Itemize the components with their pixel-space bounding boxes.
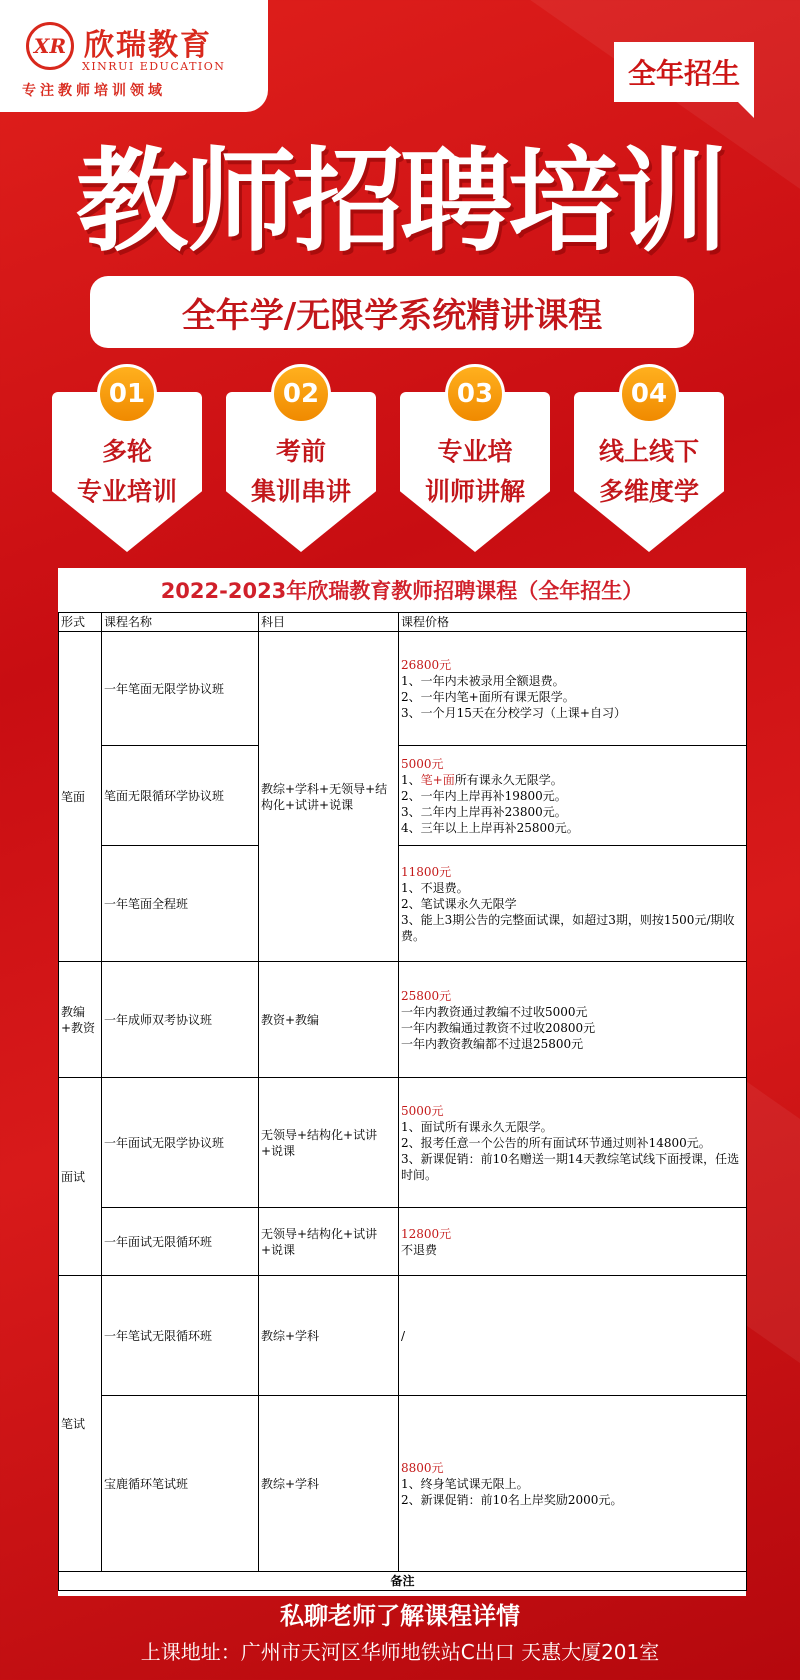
price-detail: 不退费: [401, 1242, 438, 1257]
table-row: [59, 846, 747, 962]
cell-course-name: 一年笔试无限循环班: [102, 1276, 259, 1396]
cell-course-name: 一年面试无限学协议班: [102, 1078, 259, 1208]
cell-course-name: 一年成师双考协议班: [102, 962, 259, 1078]
feature-text: [52, 432, 202, 512]
price-detail: 3、能上3期公告的完整面试课，如超过3期，则按1500元/期收费。: [401, 912, 735, 943]
cell-price: [399, 1078, 747, 1208]
cell-price: [399, 1208, 747, 1276]
price-detail: 1、笔+面所有课永久无限学。: [401, 772, 563, 787]
footer-cta: 私聊老师了解课程详情: [280, 1602, 520, 1630]
feature-number: 04: [619, 364, 679, 424]
cell-price: [399, 1396, 747, 1572]
feature-line1: 多轮: [101, 437, 152, 466]
price-detail: 4、三年以上上岸再补25800元。: [401, 820, 579, 835]
price-value: 12800元: [401, 1226, 452, 1241]
price-detail: 2、笔试课永久无限学: [401, 896, 517, 911]
table-header-row: [59, 613, 747, 632]
logo-mark-icon: XR: [26, 22, 74, 70]
price-value: 11800元: [401, 864, 452, 879]
feature-line2: 多维度学: [598, 477, 699, 506]
cell-form: 笔试: [59, 1276, 102, 1572]
feature-text: [226, 432, 376, 512]
price-detail: 3、新课促销：前10名赠送一期14天教综笔试线下面授课，任选时间。: [401, 1151, 740, 1182]
cell-subject: 无领导+结构化+试讲+说课: [259, 1208, 399, 1276]
price-value: 8800元: [401, 1460, 444, 1475]
cell-course-name: 笔面无限循环学协议班: [102, 746, 259, 846]
price-detail: /: [401, 1328, 406, 1343]
cell-course-name: 一年笔面全程班: [102, 846, 259, 962]
table-row: [59, 632, 747, 746]
footer-address: 上课地址：广州市天河区华师地铁站C出口 天惠大厦201室: [140, 1640, 660, 1664]
cell-price: [399, 962, 747, 1078]
course-table: [58, 612, 747, 1591]
logo-name-en: XINRUI EDUCATION: [82, 60, 226, 73]
logo-name: 欣瑞教育: [84, 28, 212, 63]
hero-title: 教师招聘培训: [76, 137, 724, 267]
price-detail: 1、面试所有课永久无限学。: [401, 1119, 553, 1134]
price-detail: 一年内教资通过教编不过收5000元: [401, 1004, 588, 1019]
feature-line2: 集训串讲: [250, 477, 351, 506]
cell-form: 教编+教资: [59, 962, 102, 1078]
feature-line1: 专业培: [437, 437, 513, 466]
table-row: [59, 1276, 747, 1396]
cell-subject: 教综+学科: [259, 1276, 399, 1396]
feature-card-4: [574, 379, 724, 552]
feature-line1: 线上线下: [598, 437, 699, 466]
cell-price: [399, 632, 747, 746]
cell-price: [399, 1276, 747, 1396]
price-detail: 2、新课促销：前10名上岸奖励2000元。: [401, 1492, 623, 1507]
price-detail: 3、一个月15天在分校学习（上课+自习）: [401, 705, 626, 720]
table-row: [59, 1396, 747, 1572]
price-value: 5000元: [401, 756, 444, 771]
header-course-name: 课程名称: [102, 613, 259, 632]
price-detail: 2、一年内笔+面所有课无限学。: [401, 689, 575, 704]
price-value: 26800元: [401, 657, 452, 672]
feature-text: [400, 432, 550, 512]
feature-number: 03: [445, 364, 505, 424]
table-note: 备注: [59, 1572, 747, 1591]
price-detail: 2、一年内上岸再补19800元。: [401, 788, 567, 803]
price-value: 25800元: [401, 988, 452, 1003]
cell-price: [399, 846, 747, 962]
price-detail: 一年内教编通过教资不过收20800元: [401, 1020, 596, 1035]
feature-text: [574, 432, 724, 512]
feature-line2: 专业培训: [76, 477, 177, 506]
feature-card-2: [226, 379, 376, 552]
cell-subject: 教综+学科+无领导+结构化+试讲+说课: [259, 632, 399, 962]
price-value: 5000元: [401, 1103, 444, 1118]
price-detail: 2、报考任意一个公告的所有面试环节通过则补14800元。: [401, 1135, 711, 1150]
cell-price: [399, 746, 747, 846]
logo-slogan: 专注教师培训领域: [22, 83, 166, 99]
logo: [0, 0, 268, 112]
feature-line1: 考前: [275, 437, 326, 466]
cell-course-name: 一年面试无限循环班: [102, 1208, 259, 1276]
feature-number: 01: [97, 364, 157, 424]
cell-form: 笔面: [59, 632, 102, 962]
header-price: 课程价格: [399, 613, 747, 632]
table-title: 2022-2023年欣瑞教育教师招聘课程（全年招生）: [160, 579, 644, 603]
cell-course-name: 宝鹿循环笔试班: [102, 1396, 259, 1572]
subtitle: 全年学/无限学系统精讲课程: [90, 276, 694, 348]
table-row: [59, 1208, 747, 1276]
feature-card-1: [52, 379, 202, 552]
header-subject: 科目: [259, 613, 399, 632]
table-row: [59, 962, 747, 1078]
table-row: [59, 1078, 747, 1208]
cell-subject: 教资+教编: [259, 962, 399, 1078]
enrollment-badge: 全年招生: [614, 42, 754, 102]
feature-line2: 训师讲解: [424, 477, 525, 506]
header-form: 形式: [59, 613, 102, 632]
cell-subject: 无领导+结构化+试讲+说课: [259, 1078, 399, 1208]
cell-subject: 教综+学科: [259, 1396, 399, 1572]
price-detail: 3、二年内上岸再补23800元。: [401, 804, 567, 819]
table-note-row: [59, 1572, 747, 1591]
cell-form: 面试: [59, 1078, 102, 1276]
table-row: [59, 746, 747, 846]
cell-course-name: 一年笔面无限学协议班: [102, 632, 259, 746]
price-detail: 1、一年内未被录用全额退费。: [401, 673, 565, 688]
feature-number: 02: [271, 364, 331, 424]
feature-card-3: [400, 379, 550, 552]
price-detail: 一年内教资教编都不过退25800元: [401, 1036, 584, 1051]
price-detail: 1、不退费。: [401, 880, 469, 895]
price-detail: 1、终身笔试课无限上。: [401, 1476, 529, 1491]
course-table-panel: [58, 568, 746, 1596]
